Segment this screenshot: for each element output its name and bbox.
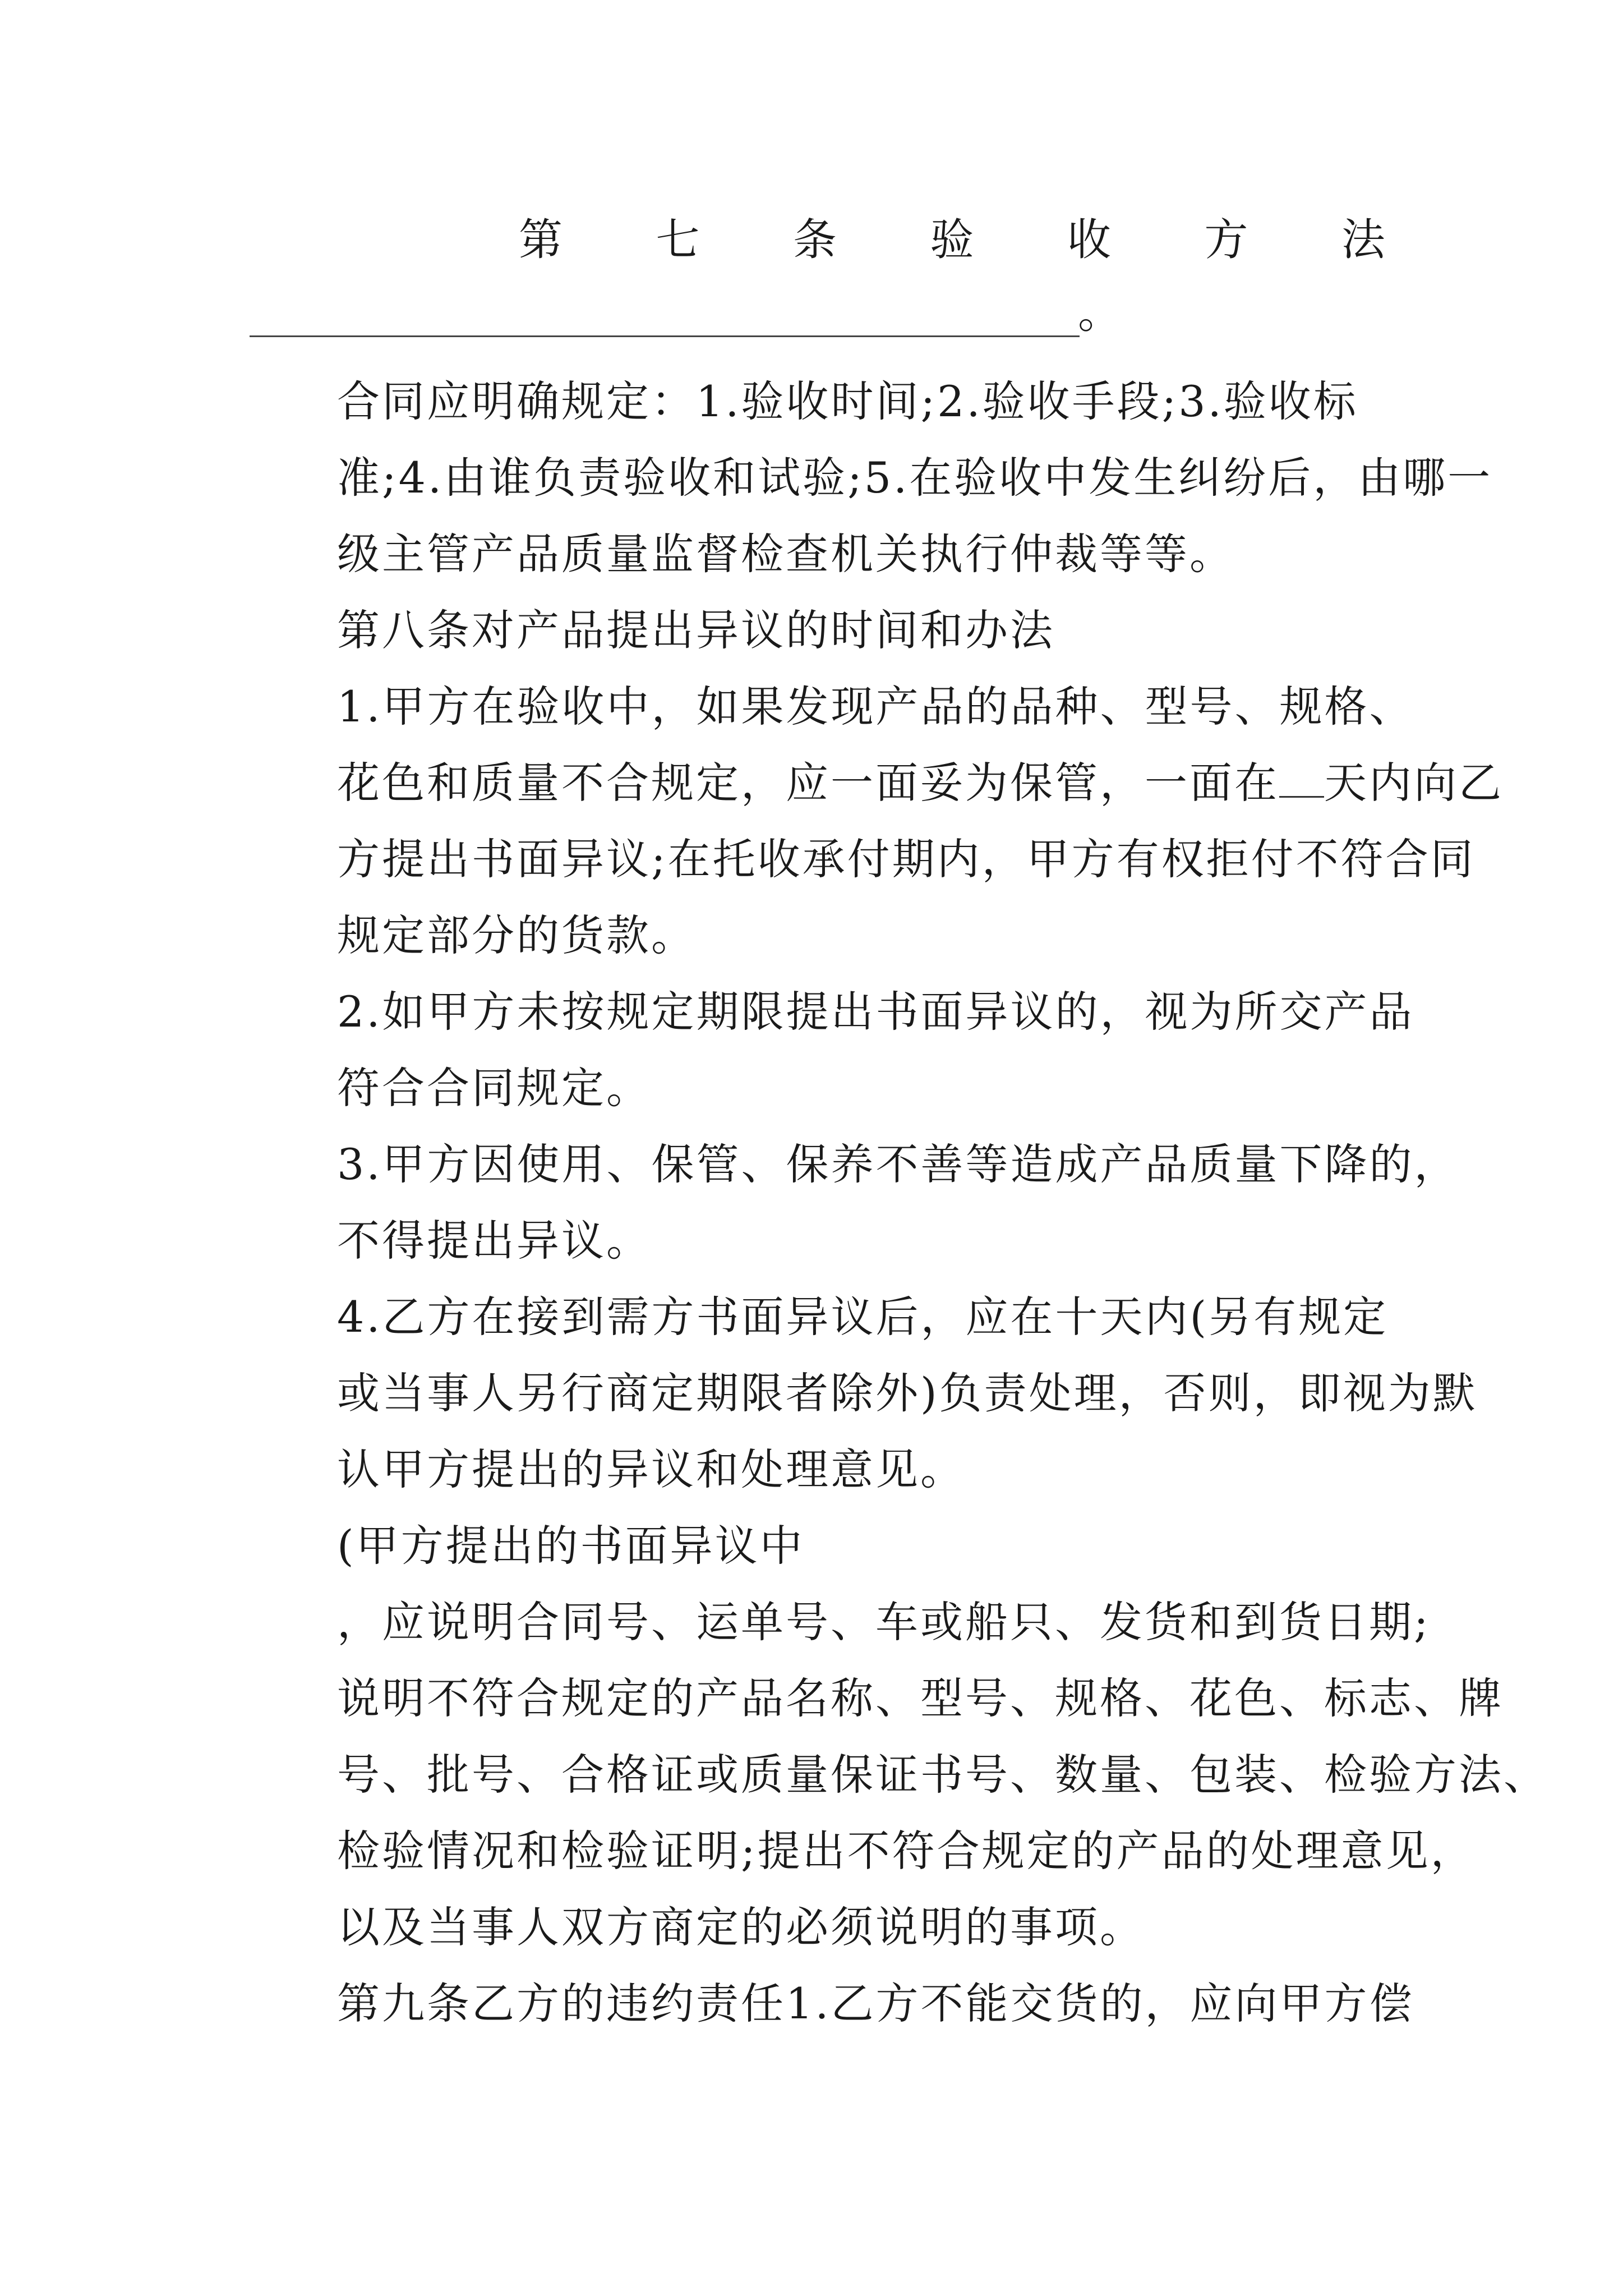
text-line: 方提出书面异议;在托收承付期内，甲方有权拒付不符合同 [337,834,1476,884]
text-line: 符合合同规定。 [337,1063,651,1113]
heading-char: 收 [1067,215,1111,265]
paragraph-item-1 [250,669,1504,974]
text-line: 合同应明确规定：1.验收时间;2.验收手段;3.验收标 [337,376,1358,426]
text-line: 不得提出异议。 [337,1216,651,1266]
fill-in-blank [1279,758,1324,798]
paragraph-objection-note [250,1508,1405,1584]
paragraph-item-3 [250,1126,1459,1279]
text-line: 检验情况和检验证明;提出不符合规定的产品的处理意见， [337,1826,1476,1876]
fill-in-blank-line [250,285,1080,337]
text-segment: 天内向乙 [1324,758,1504,808]
text-segment: 花色和质量不合规定，应一面妥为保管，一面在 [337,758,1279,808]
paragraph-item-4 [250,1279,1478,1508]
paragraph-item-2 [250,974,1414,1126]
paragraph-objection-details [250,1584,1548,1966]
text-line: 1.甲方在验收中，如果发现产品的品种、型号、规格、 [337,682,1414,731]
text-line: 以及当事人双方商定的必须说明的事项。 [337,1902,1145,1952]
text-line: 4.乙方在接到需方书面异议后，应在十天内(另有规定 [337,1292,1389,1342]
document-body [250,364,1548,2042]
text-line: ，应说明合同号、运单号、车或船只、发货和到货日期; [337,1597,1431,1647]
heading-char: 验 [930,215,974,265]
text-line: 说明不符合规定的产品名称、型号、规格、花色、标志、牌 [337,1673,1504,1723]
article-heading [519,212,1385,268]
text-line: 第八条对产品提出异议的时间和办法 [337,605,1055,655]
text-line: 规定部分的货款。 [337,910,696,960]
heading-char: 七 [656,215,700,265]
heading-char: 条 [792,215,837,265]
text-line: 第九条乙方的违约责任1.乙方不能交货的，应向甲方偿 [337,1978,1414,2028]
article-9-heading [250,1966,1414,2042]
text-line: 号、批号、合格证或质量保证书号、数量、包装、检验方法、 [337,1750,1548,1800]
heading-char: 第 [519,215,563,265]
text-line: 认甲方提出的异议和处理意见。 [337,1444,965,1494]
heading-char: 方 [1204,215,1248,265]
paragraph-acceptance-rules [250,364,1493,592]
text-line [250,745,1504,821]
text-line: (甲方提出的书面异议中 [337,1521,805,1571]
text-line: 或当事人另行商定期限者除外)负责处理，否则，即视为默 [337,1368,1478,1418]
heading-char: 法 [1341,215,1385,265]
text-line: 级主管产品质量监督检查机关执行仲裁等等。 [337,529,1234,579]
text-line: 3.甲方因使用、保管、保养不善等造成产品质量下降的， [337,1139,1459,1189]
article-8-heading [250,592,1405,669]
text-line: 准;4.由谁负责验收和试验;5.在验收中发生纠纷后，由哪一 [337,453,1493,503]
text-line: 2.如甲方未按规定期限提出书面异议的，视为所交产品 [337,987,1414,1037]
heading-period: 。 [1078,288,1122,338]
